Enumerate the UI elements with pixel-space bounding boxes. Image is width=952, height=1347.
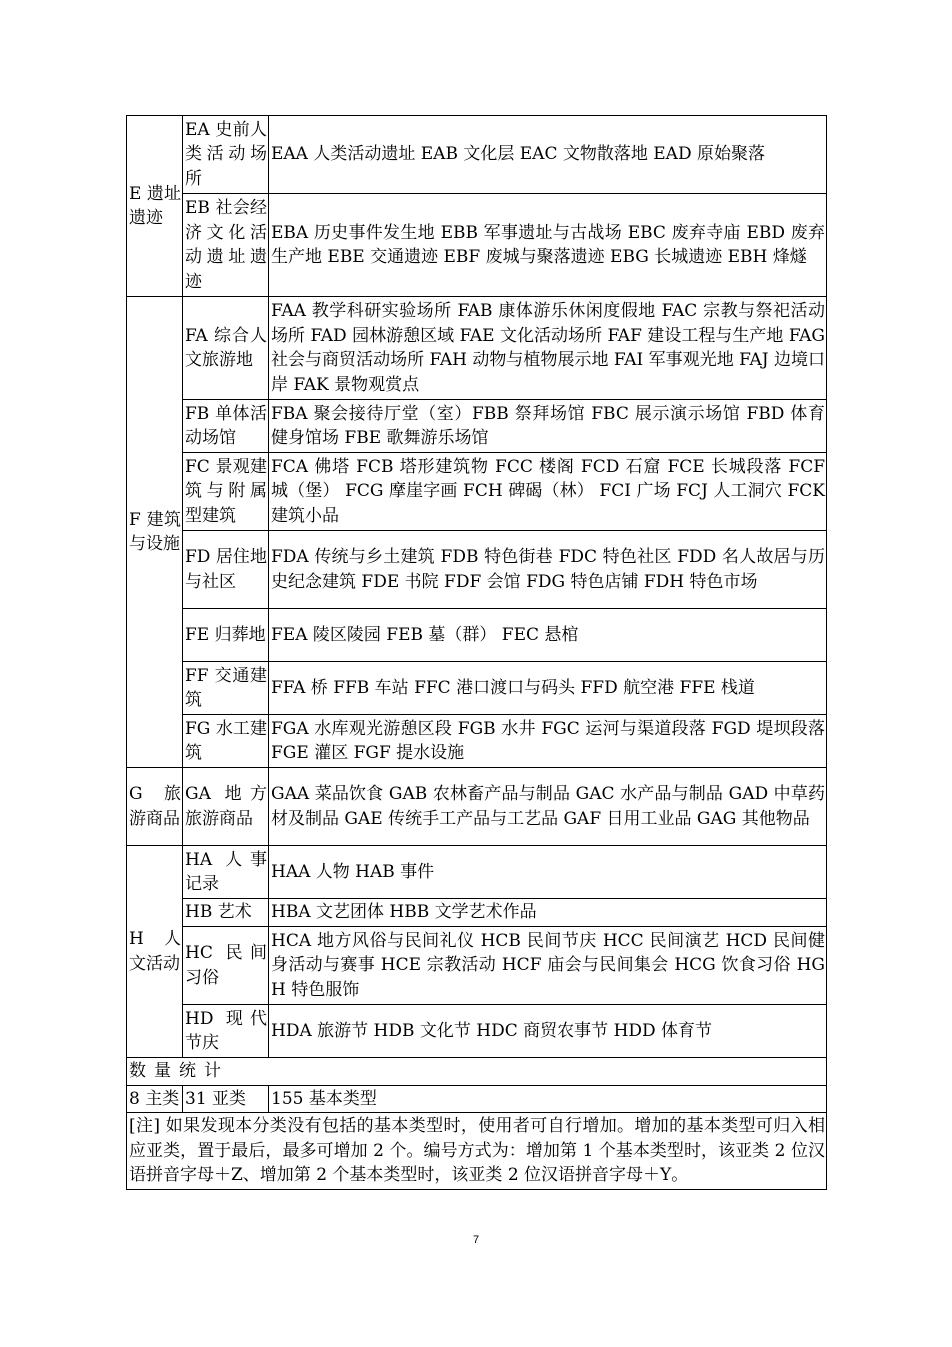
table-row — [127, 846, 827, 899]
subclass-fe: FE 归葬地 — [183, 609, 269, 662]
table-row — [127, 1113, 827, 1190]
subclass-hb: HB 艺术 — [183, 899, 269, 927]
types-hd: HDA 旅游节 HDB 文化节 HDC 商贸农事节 HDD 体育节 — [269, 1005, 827, 1058]
subclass-ea: EA 史前人类活动场所 — [183, 116, 269, 194]
table-row — [127, 297, 827, 400]
table-row — [127, 768, 827, 846]
types-eb: EBA 历史事件发生地 EBB 军事遗址与古战场 EBC 废弃寺庙 EBD 废弃生产地 EBE 交通遗迹 EBF 废城与聚落遗迹 EBG 长城遗迹 EBH 烽燧 — [269, 194, 827, 297]
page-number: 7 — [472, 1234, 480, 1246]
table-row — [127, 899, 827, 927]
table-row — [127, 927, 827, 1005]
types-ff: FFA 桥 FFB 车站 FFC 港口渡口与码头 FFD 航空港 FFE 栈道 — [269, 662, 827, 715]
table-row — [127, 116, 827, 194]
types-ga: GAA 菜品饮食 GAB 农林畜产品与制品 GAC 水产品与制品 GAD 中草药材及制品 GAE 传统手工产品与工艺品 GAF 日用工业品 GAG 其他物品 — [269, 768, 827, 846]
types-hb: HBA 文艺团体 HBB 文学艺术作品 — [269, 899, 827, 927]
types-fg: FGA 水库观光游憩区段 FGB 水井 FGC 运河与渠道段落 FGD 堤坝段落 FGE 灌区 FGF 提水设施 — [269, 715, 827, 768]
main-class-e: E 遗址遗迹 — [127, 116, 183, 297]
types-fb: FBA 聚会接待厅堂（室）FBB 祭拜场馆 FBC 展示演示场馆 FBD 体育健身馆场 FBE 歌舞游乐场馆 — [269, 400, 827, 453]
table-row — [127, 194, 827, 297]
subclass-ga: GA 地方旅游商品 — [183, 768, 269, 846]
types-ha: HAA 人物 HAB 事件 — [269, 846, 827, 899]
summary-title: 数量统计 — [127, 1058, 827, 1086]
types-fd: FDA 传统与乡土建筑 FDB 特色街巷 FDC 特色社区 FDD 名人故居与历史纪念建筑 FDE 书院 FDF 会馆 FDG 特色店铺 FDH 特色市场 — [269, 531, 827, 609]
main-class-f: F 建筑与设施 — [127, 297, 183, 768]
main-class-h: H 人文活动 — [127, 846, 183, 1058]
subclass-fg: FG 水工建筑 — [183, 715, 269, 768]
table-row — [127, 400, 827, 453]
table-row — [127, 1005, 827, 1058]
table-row — [127, 1085, 827, 1113]
table-row — [127, 531, 827, 609]
table-row — [127, 715, 827, 768]
subclass-hd: HD 现代节庆 — [183, 1005, 269, 1058]
table-row — [127, 1058, 827, 1086]
subclass-eb: EB 社会经济文化活动遗址遗迹 — [183, 194, 269, 297]
table-row — [127, 453, 827, 531]
types-hc: HCA 地方风俗与民间礼仪 HCB 民间节庆 HCC 民间演艺 HCD 民间健身活动与赛事 HCE 宗教活动 HCF 庙会与民间集会 HCG 饮食习俗 HGH 特色服饰 — [269, 927, 827, 1005]
main-class-g: G 旅游商品 — [127, 768, 183, 846]
subclass-fb: FB 单体活动场馆 — [183, 400, 269, 453]
table-row — [127, 609, 827, 662]
subclass-fd: FD 居住地与社区 — [183, 531, 269, 609]
types-ea: EAA 人类活动遗址 EAB 文化层 EAC 文物散落地 EAD 原始聚落 — [269, 116, 827, 194]
table-row — [127, 662, 827, 715]
subclass-count: 31 亚类 — [183, 1085, 269, 1113]
subclass-ff: FF 交通建筑 — [183, 662, 269, 715]
subclass-fc: FC 景观建筑与附属型建筑 — [183, 453, 269, 531]
main-class-count: 8 主类 — [127, 1085, 183, 1113]
classification-table — [126, 115, 827, 1190]
types-fc: FCA 佛塔 FCB 塔形建筑物 FCC 楼阁 FCD 石窟 FCE 长城段落 FCF 城（堡） FCG 摩崖字画 FCH 碑碣（林） FCI 广场 FCJ 人工洞穴 FCK 建筑小品 — [269, 453, 827, 531]
subclass-fa: FA 综合人文旅游地 — [183, 297, 269, 400]
subclass-hc: HC 民间习俗 — [183, 927, 269, 1005]
basic-type-count: 155 基本类型 — [269, 1085, 827, 1113]
subclass-ha: HA 人事记录 — [183, 846, 269, 899]
footnote: [注] 如果发现本分类没有包括的基本类型时，使用者可自行增加。增加的基本类型可归入相应亚类，置于最后，最多可增加 2 个。编号方式为：增加第 1 个基本类型时，该亚类 2 位汉语拼音字母＋Z、增加第 2 个基本类型时，该亚类 2 位汉语拼音字母＋Y。 — [127, 1113, 827, 1190]
types-fa: FAA 教学科研实验场所 FAB 康体游乐休闲度假地 FAC 宗教与祭祀活动场所 FAD 园林游憩区域 FAE 文化活动场所 FAF 建设工程与生产地 FAG 社会与商贸活动场所 FAH 动物与植物展示地 FAI 军事观光地 FAJ 边境口岸 FAK 景物观赏点 — [269, 297, 827, 400]
types-fe: FEA 陵区陵园 FEB 墓（群） FEC 悬棺 — [269, 609, 827, 662]
